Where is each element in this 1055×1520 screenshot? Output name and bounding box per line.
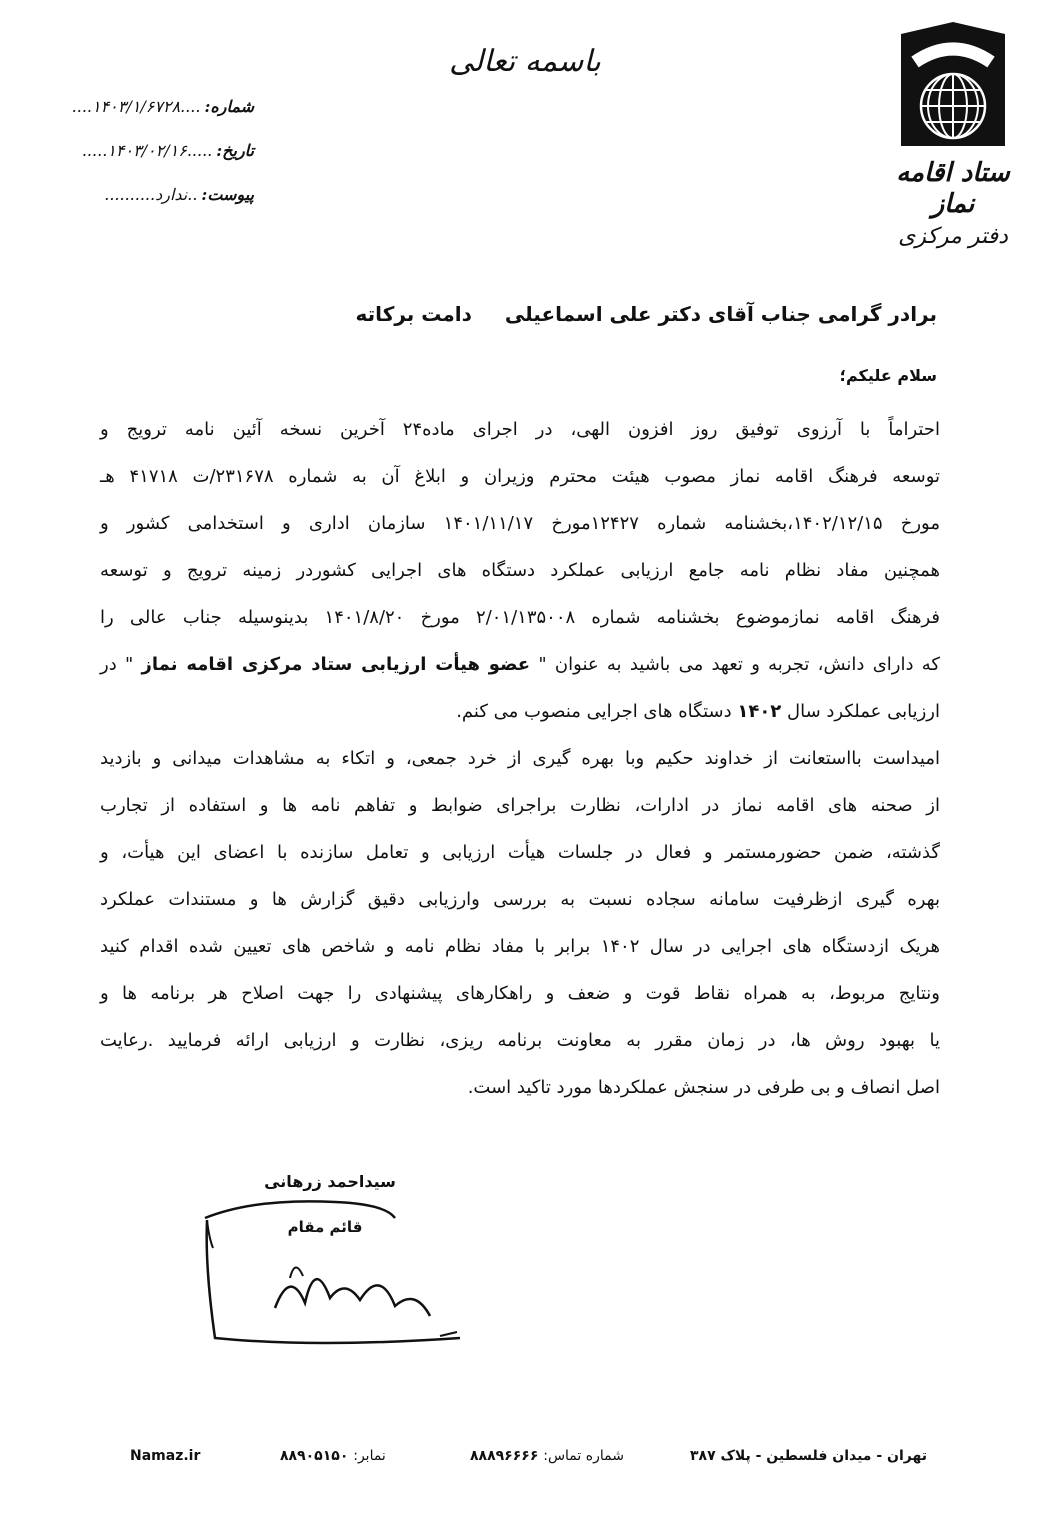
letter-footer	[130, 1448, 927, 1472]
body-line: فرهنگ اقامه نمازموضوع بخشنامه شماره ۲/۰۱/۱۳۵۰۰۸ مورخ ۱۴۰۱/۸/۲۰ بدینوسیله جناب عالی را	[100, 607, 940, 628]
body-line: توسعه فرهنگ اقامه نماز مصوب هیئت محترم وزیران و ابلاغ آن به شماره ۲۳۱۶۷۸/ت ۴۱۷۱۸ هـ	[100, 466, 940, 487]
body-line: از صحنه های اقامه نماز در ادارات، نظارت براجرای ضوابط و تفاهم نامه ها و استفاده از تجارب	[100, 795, 940, 816]
body-line: ونتایج مربوط، به همراه نقاط قوت و ضعف و راهکارهای پیشنهادی را جهت اصلاح هر برنامه ها و	[100, 983, 940, 1004]
signature-block	[195, 1168, 465, 1358]
attachment-label: پیوست:	[201, 184, 254, 204]
bold-phrase: عضو هیأت ارزیابی ستاد مرکزی اقامه نماز	[141, 654, 531, 675]
website: Namaz.ir	[130, 1448, 201, 1464]
phone-group	[470, 1448, 624, 1464]
address: تهران - میدان فلسطین - پلاک ۳۸۷	[690, 1448, 927, 1464]
attachment-value: ..ندارد..........	[104, 184, 198, 204]
body-line: مورخ ۱۴۰۲/۱۲/۱۵،بخشنامه شماره ۱۲۴۲۷مورخ ۱۴۰۱/۱۱/۱۷ سازمان اداری و استخدامی کشور و	[100, 513, 941, 534]
signatory-name: سیداحمد زرهانی	[264, 1172, 396, 1191]
body-line-bold-title: که دارای دانش، تجربه و تعهد می باشید به عنوان " عضو هیأت ارزیابی ستاد مرکزی اقامه نماز " در	[100, 654, 941, 675]
letter-meta	[24, 84, 254, 216]
body-line: یا بهبود روش ها، در زمان مقرر به معاونت برنامه ریزی، نظارت و ارزیابی ارائه فرمایید .رعایت	[100, 1030, 940, 1051]
greeting: سلام علیکم؛	[839, 366, 937, 385]
meta-date-row	[24, 128, 254, 172]
body-line: بهره گیری ازظرفیت سامانه سجاده نسبت به بررسی وارزیابی دقیق گزارش ها و مستندات عملکرد	[100, 889, 940, 910]
fax-number: ۸۸۹۰۵۱۵۰	[280, 1448, 349, 1464]
fax-label: نمابر:	[353, 1448, 386, 1464]
phone-label: شماره تماس:	[543, 1448, 624, 1464]
body-line: گذشته، ضمن حضورمستمر و فعال در جلسات هیأت ارزیابی و تعامل سازنده با اعضای این هیأت، و	[100, 842, 940, 863]
body-line-bold-year: ارزیابی عملکرد سال ۱۴۰۲ دستگاه های اجرایی منصوب می کنم.	[456, 701, 940, 722]
body-line: اصل انصاف و بی طرفی در سنجش عملکردها مورد تاکید است.	[467, 1077, 940, 1098]
number-label: شماره:	[204, 96, 254, 116]
body-line: همچنین مفاد نظام نامه جامع ارزیابی عملکرد دستگاه های اجرایی کشوردر زمینه ترویج و توسعه	[100, 560, 940, 581]
globe-emblem-icon	[901, 22, 1005, 146]
organization-logo	[893, 22, 1013, 252]
meta-attachment-row	[24, 172, 254, 216]
recipient-name: برادر گرامی جناب آقای دکتر علی اسماعیلی	[504, 302, 937, 326]
invocation-heading: باسمه تعالی	[449, 44, 601, 79]
handwritten-signature-icon	[195, 1188, 465, 1358]
date-value: .....۱۴۰۳/۰۲/۱۶.....	[81, 140, 213, 160]
number-value: ....۱۴۰۳/۱/۶۷۲۸....	[71, 96, 201, 116]
body-line: امیداست بااستعانت از خداوند حکیم وبا بهره گیری از خرد جمعی، و اتکاء به مشاهدات میدانی و بازدید	[100, 748, 940, 769]
recipient-line	[356, 302, 937, 326]
logo-org-name: ستاد اقامه نماز	[896, 158, 1010, 220]
body-line: هریک ازدستگاه های اجرایی در سال ۱۴۰۲ برابر با مفاد نظام نامه و شاخص های تعیین شده اقدام کنید	[100, 936, 941, 957]
date-label: تاریخ:	[216, 140, 254, 160]
body-line: احتراماً با آرزوی توفیق روز افزون الهی، در اجرای ماده۲۴ آخرین نسخه آئین نامه ترویج و	[100, 419, 940, 440]
signatory-title: قائم مقام	[287, 1218, 363, 1236]
recipient-closing: دامت برکاته	[355, 302, 472, 326]
fax-group	[280, 1448, 386, 1464]
phone-number: ۸۸۸۹۶۶۶۶	[470, 1448, 539, 1464]
letter-body	[100, 406, 940, 1111]
logo-office-name: دفتر مرکزی	[898, 224, 1008, 250]
meta-number-row	[24, 84, 254, 128]
bold-phrase: ۱۴۰۲	[737, 701, 782, 722]
